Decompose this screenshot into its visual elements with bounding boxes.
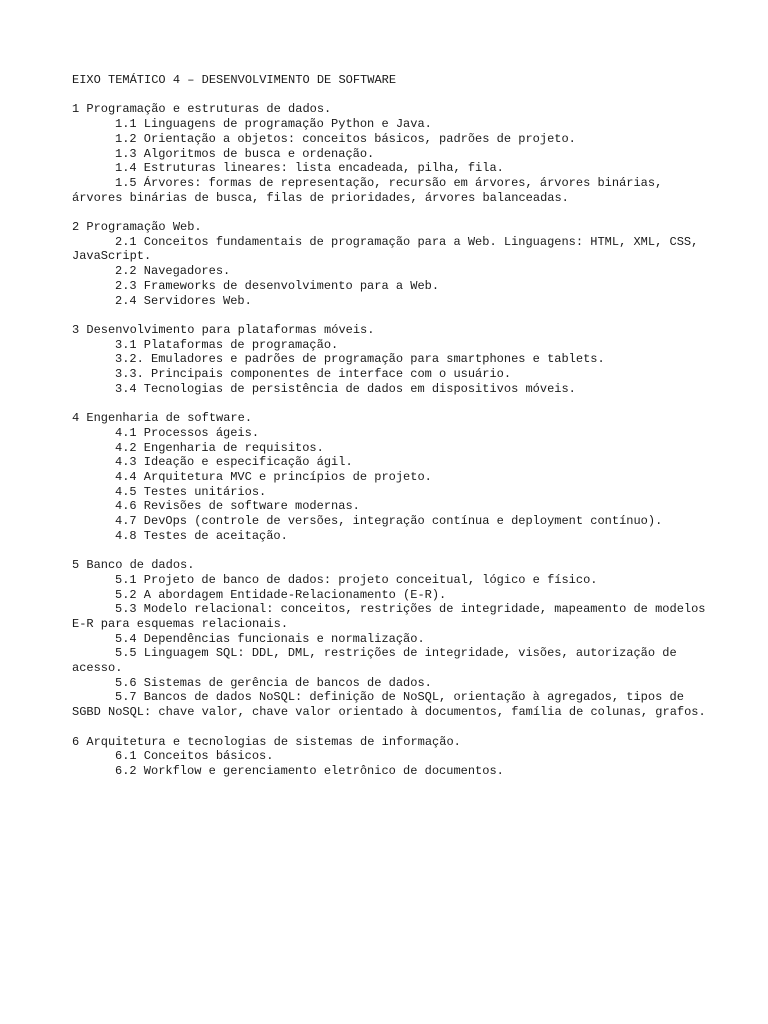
topic-item: 2.3 Frameworks de desenvolvimento para a Web. bbox=[115, 278, 440, 293]
topic-item: 1.5 Árvores: formas de representação, recursão em árvores, árvores binárias, árvores binárias de busca, filas de prioridades, árvores balanceadas. bbox=[72, 175, 670, 205]
section-heading: 1 Programação e estruturas de dados. bbox=[72, 102, 332, 117]
section-4 bbox=[72, 411, 708, 543]
topic-item: 3.3. Principais componentes de interface com o usuário. bbox=[115, 367, 512, 382]
topic-item: 6.2 Workflow e gerenciamento eletrônico de documentos. bbox=[115, 763, 504, 778]
topic-item: 2.2 Navegadores. bbox=[115, 264, 231, 279]
topic-item: 5.2 A abordagem Entidade-Relacionamento (E-R). bbox=[115, 587, 447, 602]
document-title: EIXO TEMÁTICO 4 – DESENVOLVIMENTO DE SOFTWARE bbox=[72, 73, 397, 87]
topic-item: 3.4 Tecnologias de persistência de dados em dispositivos móveis. bbox=[115, 381, 576, 396]
topic-item: 5.7 Bancos de dados NoSQL: definição de NoSQL, orientação à agregados, tipos de SGBD NoSQL: chave valor, chave valor orientado à documentos, família de colunas, grafos. bbox=[72, 690, 706, 720]
section-3 bbox=[72, 323, 708, 397]
section-heading: 4 Engenharia de software. bbox=[72, 411, 253, 426]
section-heading: 2 Programação Web. bbox=[72, 220, 202, 234]
topic-item: 1.4 Estruturas lineares: lista encadeada, pilha, fila. bbox=[115, 161, 504, 176]
topic-item: 6.1 Conceitos básicos. bbox=[115, 749, 274, 764]
topic-item: 5.3 Modelo relacional: conceitos, restrições de integridade, mapeamento de modelos E-R para esquemas relacionais. bbox=[72, 602, 713, 631]
topic-item: 2.4 Servidores Web. bbox=[115, 293, 252, 308]
topic-item: 3.1 Plataformas de programação. bbox=[115, 337, 339, 352]
topic-item: 4.4 Arquitetura MVC e princípios de projeto. bbox=[115, 469, 432, 484]
topic-item: 4.5 Testes unitários. bbox=[115, 484, 267, 499]
topic-item: 5.4 Dependências funcionais e normalização. bbox=[115, 631, 425, 646]
section-2 bbox=[72, 220, 708, 308]
section-5 bbox=[72, 558, 713, 720]
topic-item: 4.2 Engenharia de requisitos. bbox=[115, 440, 324, 455]
topic-item: 1.2 Orientação a objetos: conceitos básicos, padrões de projeto. bbox=[115, 131, 576, 146]
topic-item: 4.3 Ideação e especificação ágil. bbox=[115, 455, 353, 470]
topic-item: 2.1 Conceitos fundamentais de programação para a Web. Linguagens: HTML, XML, CSS, JavaScript. bbox=[72, 234, 706, 264]
topic-item: 5.1 Projeto de banco de dados: projeto conceitual, lógico e físico. bbox=[115, 572, 598, 587]
section-heading: 5 Banco de dados. bbox=[72, 558, 195, 573]
section-heading: 6 Arquitetura e tecnologias de sistemas de informação. bbox=[72, 734, 461, 749]
topic-item: 5.6 Sistemas de gerência de bancos de dados. bbox=[115, 675, 432, 690]
topic-item: 3.2. Emuladores e padrões de programação para smartphones e tablets. bbox=[115, 352, 605, 367]
topic-item: 4.8 Testes de aceitação. bbox=[115, 528, 288, 543]
topic-item: 5.5 Linguagem SQL: DDL, DML, restrições de integridade, visões, autorização de acesso. bbox=[72, 646, 684, 676]
section-heading: 3 Desenvolvimento para plataformas móveis. bbox=[72, 322, 375, 337]
section-1 bbox=[72, 102, 708, 205]
section-6 bbox=[72, 735, 708, 779]
topic-item: 4.7 DevOps (controle de versões, integração contínua e deployment contínuo). bbox=[115, 514, 663, 529]
topic-item: 1.1 Linguagens de programação Python e Java. bbox=[115, 117, 432, 132]
topic-item: 4.1 Processos ágeis. bbox=[115, 425, 260, 440]
topic-item: 1.3 Algoritmos de busca e ordenação. bbox=[115, 146, 375, 161]
topic-item: 4.6 Revisões de software modernas. bbox=[115, 499, 360, 514]
